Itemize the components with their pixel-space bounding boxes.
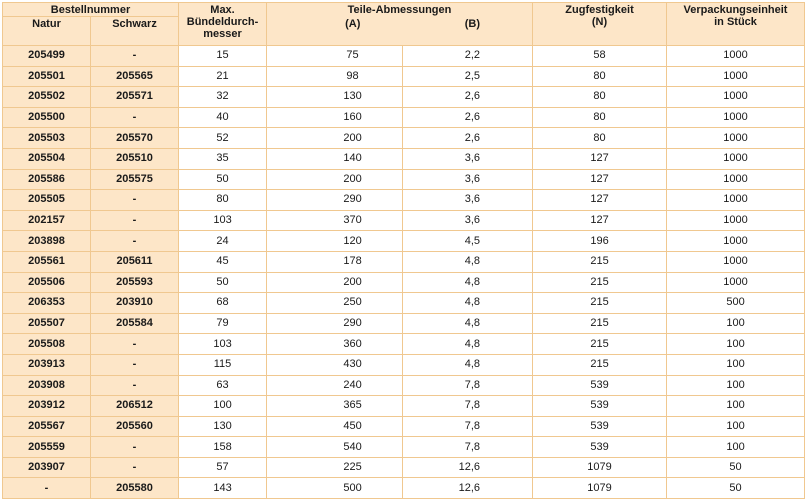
cell-natur: 203898: [3, 231, 91, 252]
cell-diameter: 130: [179, 416, 267, 437]
header-teile: Teile-Abmessungen: [267, 3, 533, 17]
cell-schwarz: 205611: [91, 251, 179, 272]
cell-schwarz: -: [91, 190, 179, 211]
cell-diameter: 79: [179, 313, 267, 334]
cell-zugfestigkeit: 539: [533, 437, 667, 458]
cell-natur: 205505: [3, 190, 91, 211]
cell-b: 4,8: [403, 334, 533, 355]
header-b: (B): [403, 17, 533, 46]
table-row: [3, 46, 805, 67]
table-row: [3, 416, 805, 437]
cell-schwarz: -: [91, 107, 179, 128]
table-row: [3, 210, 805, 231]
cell-a: 540: [267, 437, 403, 458]
cell-schwarz: 205580: [91, 478, 179, 499]
cell-verpackung: 1000: [667, 190, 805, 211]
cell-b: 2,6: [403, 87, 533, 108]
cell-a: 200: [267, 169, 403, 190]
cell-diameter: 21: [179, 66, 267, 87]
cell-verpackung: 500: [667, 293, 805, 314]
cell-natur: 205508: [3, 334, 91, 355]
header-row-top: [3, 3, 805, 17]
cell-b: 7,8: [403, 437, 533, 458]
cell-a: 200: [267, 272, 403, 293]
table-row: [3, 334, 805, 355]
cell-diameter: 103: [179, 210, 267, 231]
cell-natur: -: [3, 478, 91, 499]
cell-b: 4,8: [403, 313, 533, 334]
header-verpackung: [667, 3, 805, 46]
cell-b: 2,2: [403, 46, 533, 67]
cell-a: 178: [267, 251, 403, 272]
cell-verpackung: 1000: [667, 231, 805, 252]
cell-diameter: 40: [179, 107, 267, 128]
cell-zugfestigkeit: 215: [533, 354, 667, 375]
cell-b: 3,6: [403, 169, 533, 190]
cell-schwarz: 203910: [91, 293, 179, 314]
cell-schwarz: -: [91, 437, 179, 458]
cell-diameter: 32: [179, 87, 267, 108]
cell-natur: 203912: [3, 396, 91, 417]
cell-natur: 205503: [3, 128, 91, 149]
cell-zugfestigkeit: 215: [533, 313, 667, 334]
cell-b: 12,6: [403, 478, 533, 499]
cell-verpackung: 100: [667, 334, 805, 355]
cell-a: 290: [267, 313, 403, 334]
cell-b: 4,5: [403, 231, 533, 252]
cell-verpackung: 1000: [667, 169, 805, 190]
table-row: [3, 396, 805, 417]
cell-b: 7,8: [403, 375, 533, 396]
cell-natur: 205504: [3, 148, 91, 169]
cell-natur: 202157: [3, 210, 91, 231]
table-row: [3, 354, 805, 375]
cell-b: 3,6: [403, 210, 533, 231]
table-row: [3, 478, 805, 499]
cell-verpackung: 1000: [667, 272, 805, 293]
cell-diameter: 24: [179, 231, 267, 252]
cell-verpackung: 50: [667, 457, 805, 478]
cell-zugfestigkeit: 127: [533, 190, 667, 211]
cell-natur: 205501: [3, 66, 91, 87]
cell-natur: 205506: [3, 272, 91, 293]
table-row: [3, 293, 805, 314]
cell-verpackung: 1000: [667, 128, 805, 149]
cell-schwarz: -: [91, 46, 179, 67]
cell-a: 200: [267, 128, 403, 149]
cell-zugfestigkeit: 127: [533, 210, 667, 231]
cell-a: 140: [267, 148, 403, 169]
cell-verpackung: 1000: [667, 148, 805, 169]
cell-verpackung: 1000: [667, 107, 805, 128]
cell-natur: 205559: [3, 437, 91, 458]
cell-schwarz: 205560: [91, 416, 179, 437]
cell-natur: 203908: [3, 375, 91, 396]
table-row: [3, 148, 805, 169]
table-row: [3, 66, 805, 87]
cell-verpackung: 100: [667, 396, 805, 417]
table-row: [3, 169, 805, 190]
header-vpe-line1: Verpackungseinheit: [683, 4, 788, 16]
cell-natur: 205561: [3, 251, 91, 272]
cell-a: 120: [267, 231, 403, 252]
cell-natur: 205507: [3, 313, 91, 334]
cell-a: 450: [267, 416, 403, 437]
cell-zugfestigkeit: 127: [533, 148, 667, 169]
cell-verpackung: 100: [667, 437, 805, 458]
cell-b: 7,8: [403, 396, 533, 417]
cell-schwarz: -: [91, 231, 179, 252]
cell-schwarz: -: [91, 334, 179, 355]
cell-b: 3,6: [403, 190, 533, 211]
cell-zugfestigkeit: 539: [533, 396, 667, 417]
cell-natur: 205500: [3, 107, 91, 128]
cell-diameter: 52: [179, 128, 267, 149]
cell-a: 290: [267, 190, 403, 211]
cell-b: 2,6: [403, 128, 533, 149]
table-row: [3, 375, 805, 396]
cell-diameter: 50: [179, 169, 267, 190]
cell-verpackung: 1000: [667, 87, 805, 108]
cell-a: 75: [267, 46, 403, 67]
cell-natur: 205502: [3, 87, 91, 108]
cell-natur: 203913: [3, 354, 91, 375]
cell-a: 430: [267, 354, 403, 375]
table-row: [3, 457, 805, 478]
cell-zugfestigkeit: 80: [533, 87, 667, 108]
table-row: [3, 87, 805, 108]
cell-diameter: 35: [179, 148, 267, 169]
header-diameter-line2: Bündeldurch-: [186, 16, 259, 28]
cell-zugfestigkeit: 215: [533, 251, 667, 272]
header-diameter-line3: messer: [203, 28, 242, 40]
cell-b: 3,6: [403, 148, 533, 169]
cell-natur: 206353: [3, 293, 91, 314]
cell-zugfestigkeit: 1079: [533, 478, 667, 499]
cell-diameter: 68: [179, 293, 267, 314]
cell-a: 160: [267, 107, 403, 128]
cell-schwarz: 205593: [91, 272, 179, 293]
table-row: [3, 313, 805, 334]
cell-schwarz: 205571: [91, 87, 179, 108]
cell-zugfestigkeit: 127: [533, 169, 667, 190]
cell-verpackung: 100: [667, 313, 805, 334]
cell-zugfestigkeit: 215: [533, 334, 667, 355]
cell-natur: 203907: [3, 457, 91, 478]
cell-zugfestigkeit: 80: [533, 128, 667, 149]
cell-a: 360: [267, 334, 403, 355]
cell-schwarz: -: [91, 354, 179, 375]
cell-schwarz: 205570: [91, 128, 179, 149]
header-vpe-line2: in Stück: [714, 16, 757, 28]
cell-zugfestigkeit: 215: [533, 293, 667, 314]
cell-diameter: 115: [179, 354, 267, 375]
cell-a: 250: [267, 293, 403, 314]
cell-natur: 205567: [3, 416, 91, 437]
cell-a: 370: [267, 210, 403, 231]
cell-diameter: 57: [179, 457, 267, 478]
cell-schwarz: -: [91, 210, 179, 231]
cell-schwarz: -: [91, 457, 179, 478]
cell-verpackung: 1000: [667, 46, 805, 67]
cell-b: 4,8: [403, 354, 533, 375]
header-a: (A): [267, 17, 403, 46]
cell-a: 365: [267, 396, 403, 417]
cell-a: 225: [267, 457, 403, 478]
table-row: [3, 107, 805, 128]
header-schwarz: Schwarz: [91, 17, 179, 46]
cell-natur: 205499: [3, 46, 91, 67]
header-natur: Natur: [3, 17, 91, 46]
cell-natur: 205586: [3, 169, 91, 190]
cell-diameter: 143: [179, 478, 267, 499]
cell-diameter: 80: [179, 190, 267, 211]
cell-schwarz: 205575: [91, 169, 179, 190]
cell-zugfestigkeit: 539: [533, 375, 667, 396]
cell-zugfestigkeit: 196: [533, 231, 667, 252]
cell-b: 7,8: [403, 416, 533, 437]
cell-a: 240: [267, 375, 403, 396]
table-body: [3, 46, 805, 499]
header-zug-line2: (N): [591, 16, 608, 28]
cell-b: 4,8: [403, 293, 533, 314]
header-diameter: [179, 3, 267, 46]
cell-diameter: 50: [179, 272, 267, 293]
cell-schwarz: 205565: [91, 66, 179, 87]
cell-diameter: 103: [179, 334, 267, 355]
table-row: [3, 437, 805, 458]
cell-verpackung: 1000: [667, 251, 805, 272]
cell-a: 500: [267, 478, 403, 499]
cell-verpackung: 100: [667, 354, 805, 375]
table-row: [3, 272, 805, 293]
cell-schwarz: -: [91, 375, 179, 396]
header-zugfestigkeit: [533, 3, 667, 46]
cell-schwarz: 205584: [91, 313, 179, 334]
cell-diameter: 45: [179, 251, 267, 272]
cell-verpackung: 100: [667, 416, 805, 437]
header-bestellnummer: Bestellnummer: [3, 3, 179, 17]
cell-b: 4,8: [403, 272, 533, 293]
cell-zugfestigkeit: 215: [533, 272, 667, 293]
cell-b: 12,6: [403, 457, 533, 478]
cell-verpackung: 50: [667, 478, 805, 499]
table-row: [3, 190, 805, 211]
cell-diameter: 15: [179, 46, 267, 67]
cell-zugfestigkeit: 80: [533, 107, 667, 128]
cell-b: 4,8: [403, 251, 533, 272]
cell-a: 130: [267, 87, 403, 108]
cell-diameter: 63: [179, 375, 267, 396]
cell-zugfestigkeit: 80: [533, 66, 667, 87]
header-diameter-line1: Max.: [210, 4, 235, 16]
cell-b: 2,6: [403, 107, 533, 128]
header-zug-line1: Zugfestigkeit: [565, 4, 634, 16]
cell-schwarz: 205510: [91, 148, 179, 169]
table-row: [3, 251, 805, 272]
product-table: [2, 2, 805, 499]
cell-zugfestigkeit: 1079: [533, 457, 667, 478]
cell-b: 2,5: [403, 66, 533, 87]
cell-verpackung: 1000: [667, 210, 805, 231]
cell-zugfestigkeit: 58: [533, 46, 667, 67]
cell-verpackung: 100: [667, 375, 805, 396]
cell-a: 98: [267, 66, 403, 87]
cell-verpackung: 1000: [667, 66, 805, 87]
table-row: [3, 128, 805, 149]
cell-zugfestigkeit: 539: [533, 416, 667, 437]
table-row: [3, 231, 805, 252]
cell-schwarz: 206512: [91, 396, 179, 417]
cell-diameter: 100: [179, 396, 267, 417]
cell-diameter: 158: [179, 437, 267, 458]
